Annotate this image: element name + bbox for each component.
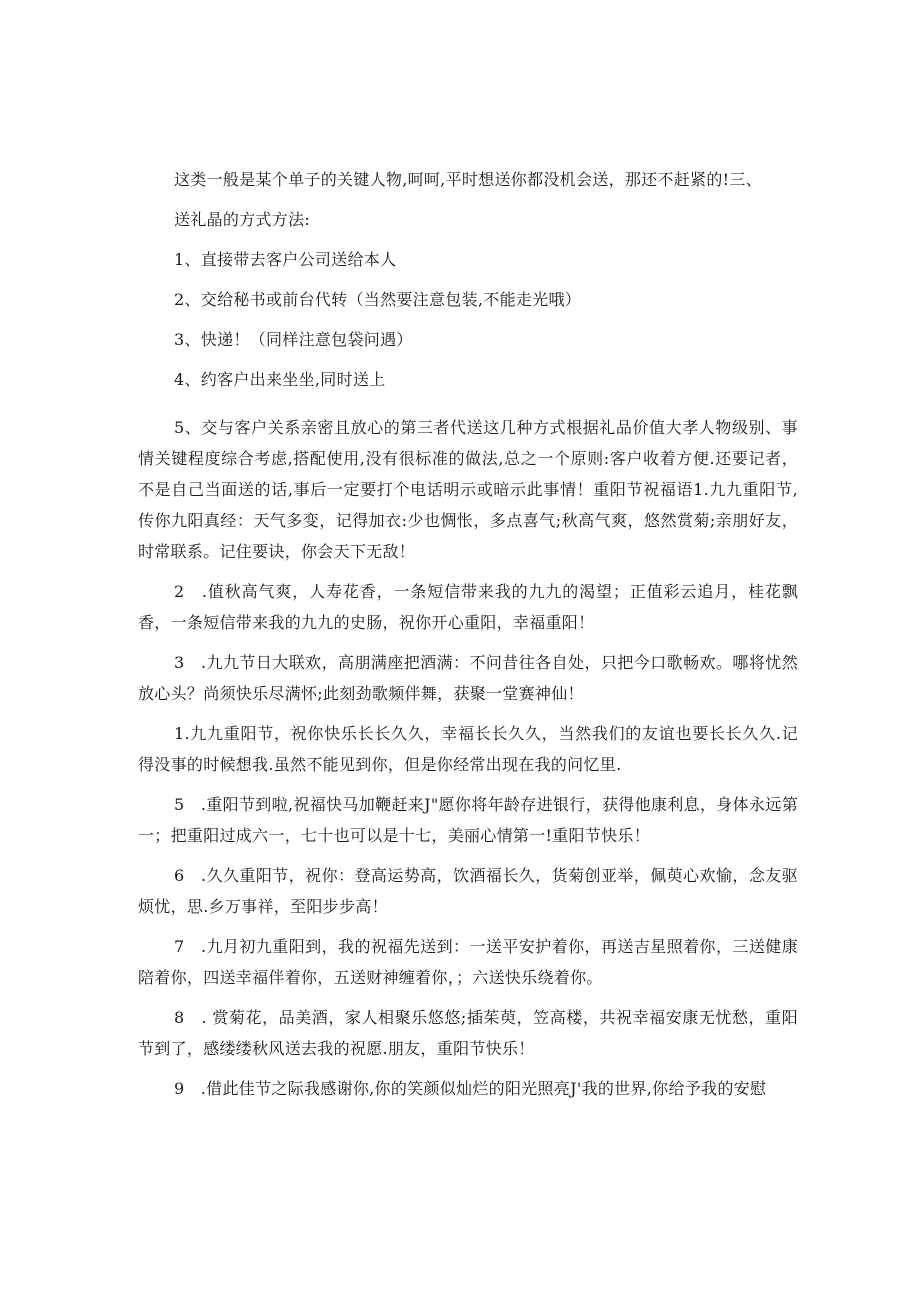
paragraph: 8 . 赏菊花，品美酒，家人相聚乐悠悠;插茱萸，笠高楼，共祝幸福安康无忧愁，重阳节到了，感缕缕秋风送去我的祝愿.朋友，重阳节快乐！ bbox=[138, 1008, 798, 1058]
list-item: 4、约客户出来坐坐,同时送上 bbox=[174, 370, 386, 389]
paragraph: 5、交与客户关系亲密且放心的第三者代送这几种方式根据礼品价值大孝人物级别、事情关键程度综合考虑,搭配使用,没有很标准的做法,总之一个原则:客户收着方便.还要记者，不是自己当面送的话,事后一定要打个电话明示或暗示此事情！重阳节祝福语1.九九重阳节,传你九阳真经：天气多变，记得加衣:少也惆怅，多点喜气;秋高气爽，悠然赏菊;亲朋好友，时常联系。记住要诀，你会天下无敌！ bbox=[138, 418, 798, 561]
paragraph: 9 .借此佳节之际我感谢你,你的笑颜似灿烂的阳光照亮J'我的世界,你给予我的安慰 bbox=[174, 1079, 767, 1098]
paragraph: 1.九九重阳节，祝你快乐长长久久，幸福长长久久，当然我们的友谊也要长长久久.记得没事的时候想我.虽然不能见到你，但是你经常出现在我的问忆里. bbox=[138, 724, 798, 774]
paragraph: 3 .九九节日大联欢，高朋满座把酒满：不问昔往各自处，只把今口歌畅欢。哪将忧然放心头？尚须快乐尽满怀;此刻劲歌频伴舞，获聚一堂赛神仙！ bbox=[138, 653, 798, 703]
paragraph: 6 .久久重阳节，祝你：登高运势高，饮酒福长久，货菊创亚举，佩萸心欢愉，念友驱烦忧，思.乡万事祥，至阳步步高！ bbox=[138, 866, 798, 916]
paragraph: 7 .九月初九重阳到，我的祝福先送到：一送平安护着你，再送吉星照着你，三送健康陪着你，四送幸福伴着你，五送财神缠着你，；六送快乐绕着你。 bbox=[138, 937, 798, 987]
intro-line: 送礼晶的方式方法: bbox=[174, 210, 311, 229]
intro-line: 这类一般是某个单子的关键人物,呵呵,平时想送你都没机会送，那还不赶紧的!三、 bbox=[174, 170, 763, 189]
list-item: 3、快递！（同样注意包袋问遇） bbox=[174, 330, 413, 349]
list-item: 1、直接带去客户公司送给本人 bbox=[174, 250, 397, 269]
paragraph: 5 .重阳节到啦,祝福快马加鞭赶来J"愿你将年龄存进银行，获得他康利息，身体永远第一；把重阳过成六一，七十也可以是十七，美丽心情第一!重阳节快乐！ bbox=[138, 795, 798, 845]
paragraph: 2 .值秋高气爽，人寿花香，一条短信带来我的九九的渴望；正值彩云追月，桂花飘香，一条短信带来我的九九的史肠，祝你开心重阳，幸福重阳！ bbox=[138, 582, 798, 632]
document-body bbox=[138, 160, 798, 1104]
list-item: 2、交给秘书或前台代转（当然要注意包装,不能走光哦） bbox=[174, 290, 582, 309]
